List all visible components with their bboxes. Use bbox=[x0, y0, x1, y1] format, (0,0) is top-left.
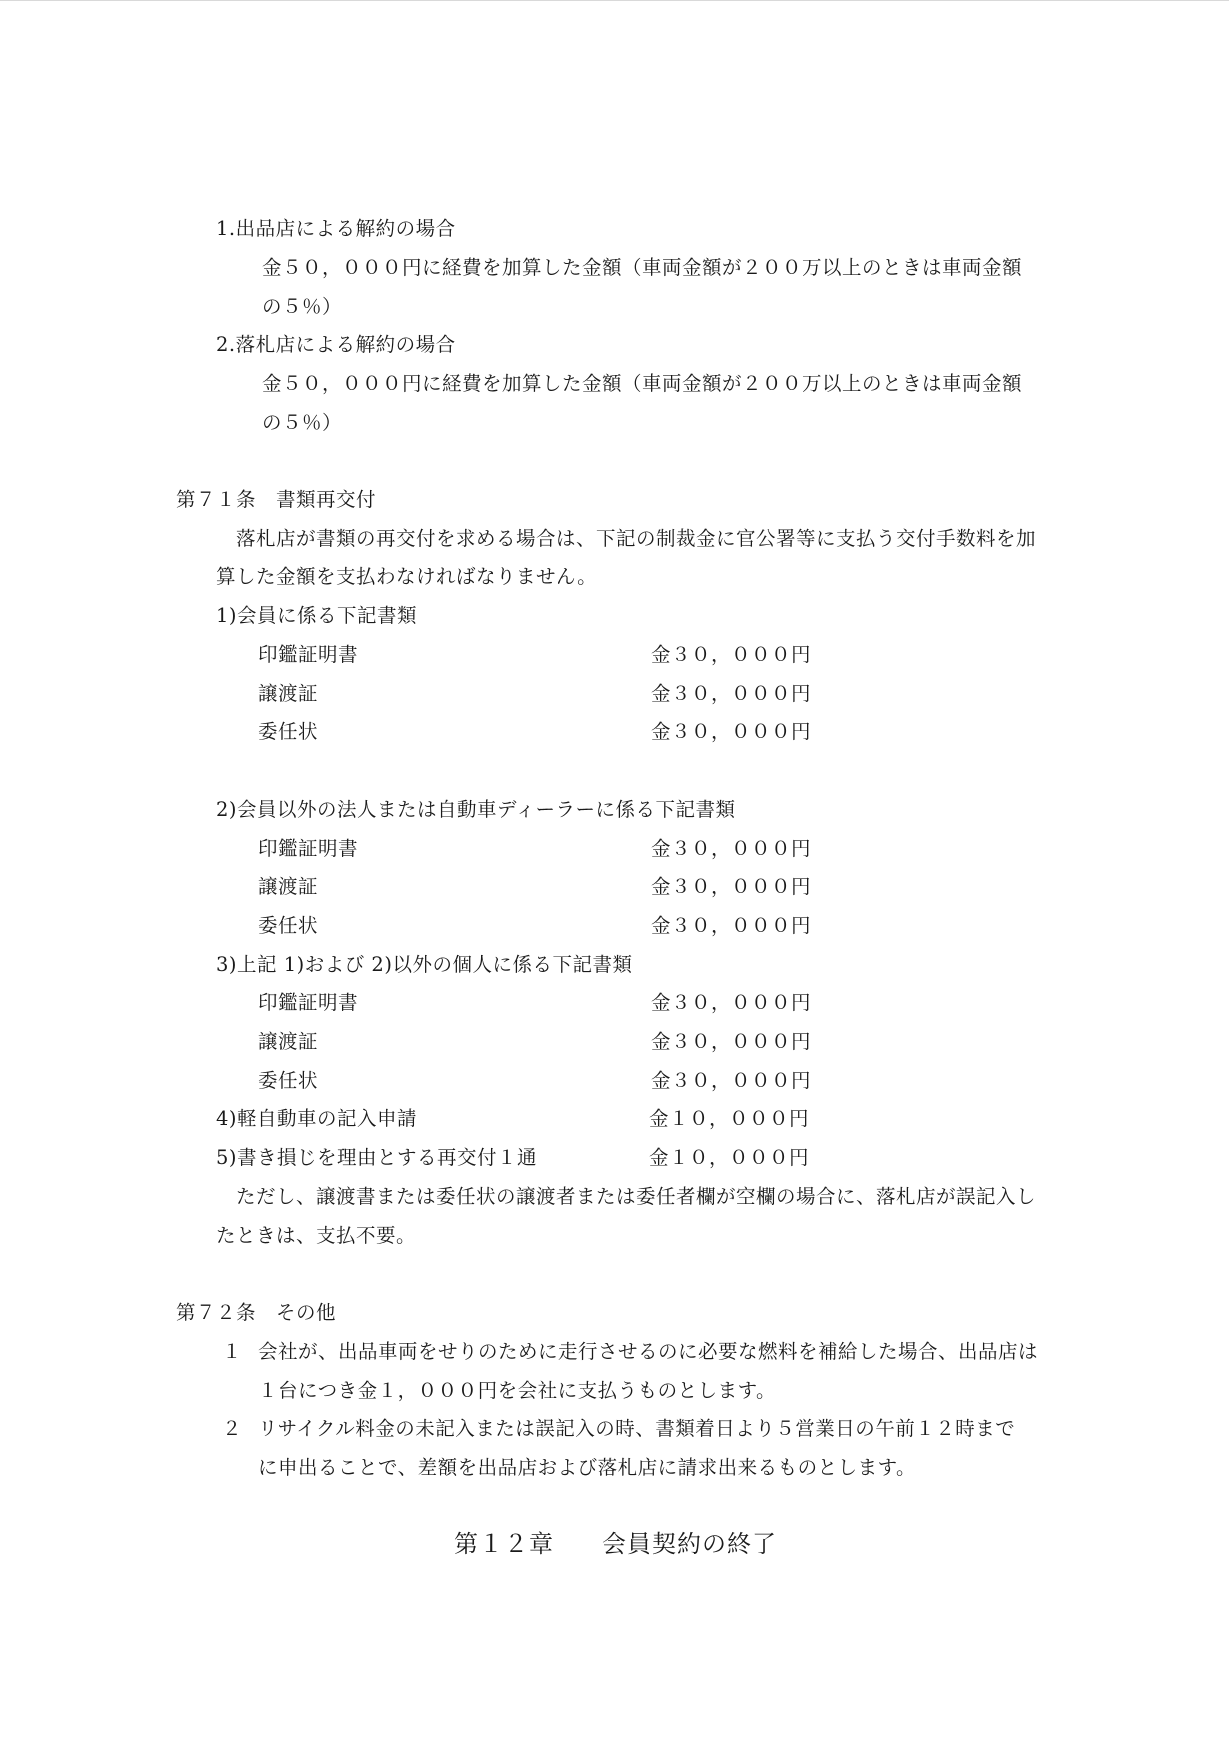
article-71-note-1: ただし、譲渡書または委任状の譲渡者または委任者欄が空欄の場合に、落札店が誤記入し bbox=[236, 1185, 1037, 1208]
article-72-item-1-line-2: １台につき金１，０００円を会社に支払うものとします。 bbox=[258, 1379, 777, 1402]
chapter-12-number: 第１２章 bbox=[454, 1530, 554, 1558]
chapter-12-title: 会員契約の終了 bbox=[602, 1530, 777, 1558]
item-4-label: 4)軽自動車の記入申請 bbox=[216, 1107, 418, 1130]
group-3-item-fee: 金３０，０００円 bbox=[651, 1030, 812, 1053]
group-2-item-fee: 金３０，０００円 bbox=[651, 875, 812, 898]
group-2-heading: 2)会員以外の法人または自動車ディーラーに係る下記書類 bbox=[216, 798, 736, 821]
article-72-item-1-line-1: 会社が、出品車両をせりのために走行させるのに必要な燃料を補給した場合、出品店は bbox=[258, 1340, 1039, 1363]
item-4-fee: 金１０，０００円 bbox=[649, 1107, 810, 1130]
page-top-border bbox=[0, 0, 1229, 1]
bidder-cancellation-text-2: の５％） bbox=[262, 411, 343, 434]
article-72-item-1-number: １ bbox=[222, 1340, 243, 1363]
article-72-title: 第７２条 その他 bbox=[176, 1301, 337, 1324]
group-2-item-fee: 金３０，０００円 bbox=[651, 914, 812, 937]
group-2-item-label: 委任状 bbox=[258, 914, 319, 937]
group-2-item-fee: 金３０，０００円 bbox=[651, 837, 812, 860]
article-71-note-2: たときは、支払不要。 bbox=[216, 1224, 417, 1247]
exhibitor-cancellation-heading: 1.出品店による解約の場合 bbox=[216, 217, 456, 240]
group-3-item-label: 委任状 bbox=[258, 1069, 319, 1092]
group-1-item-fee: 金３０，０００円 bbox=[651, 682, 812, 705]
item-5-fee: 金１０，０００円 bbox=[649, 1146, 810, 1169]
group-3-item-label: 譲渡証 bbox=[258, 1030, 319, 1053]
group-2-item-label: 印鑑証明書 bbox=[258, 837, 359, 860]
group-1-heading: 1)会員に係る下記書類 bbox=[216, 604, 418, 627]
group-3-heading: 3)上記 1)および 2)以外の個人に係る下記書類 bbox=[216, 953, 633, 976]
article-72-item-2-number: ２ bbox=[222, 1417, 243, 1440]
group-3-item-label: 印鑑証明書 bbox=[258, 991, 359, 1014]
group-3-item-fee: 金３０，０００円 bbox=[651, 991, 812, 1014]
article-71-title: 第７１条 書類再交付 bbox=[176, 488, 377, 511]
group-1-item-label: 委任状 bbox=[258, 720, 319, 743]
article-71-intro-2: 算した金額を支払わなければなりません。 bbox=[216, 565, 598, 588]
group-1-item-label: 印鑑証明書 bbox=[258, 643, 359, 666]
bidder-cancellation-text-1: 金５０，０００円に経費を加算した金額（車両金額が２００万以上のときは車両金額 bbox=[262, 372, 1023, 395]
group-2-item-label: 譲渡証 bbox=[258, 875, 319, 898]
exhibitor-cancellation-text-1: 金５０，０００円に経費を加算した金額（車両金額が２００万以上のときは車両金額 bbox=[262, 256, 1023, 279]
article-71-intro-1: 落札店が書類の再交付を求める場合は、下記の制裁金に官公署等に支払う交付手数料を加 bbox=[236, 527, 1037, 550]
group-1-item-fee: 金３０，０００円 bbox=[651, 720, 812, 743]
group-1-item-fee: 金３０，０００円 bbox=[651, 643, 812, 666]
item-5-label: 5)書き損じを理由とする再交付１通 bbox=[216, 1146, 538, 1169]
group-1-item-label: 譲渡証 bbox=[258, 682, 319, 705]
bidder-cancellation-heading: 2.落札店による解約の場合 bbox=[216, 333, 456, 356]
article-72-item-2-line-2: に申出ることで、差額を出品店および落札店に請求出来るものとします。 bbox=[258, 1456, 917, 1479]
group-3-item-fee: 金３０，０００円 bbox=[651, 1069, 812, 1092]
exhibitor-cancellation-text-2: の５％） bbox=[262, 295, 343, 318]
article-72-item-2-line-1: リサイクル料金の未記入または誤記入の時、書類着日より５営業日の午前１２時まで bbox=[258, 1417, 1016, 1440]
